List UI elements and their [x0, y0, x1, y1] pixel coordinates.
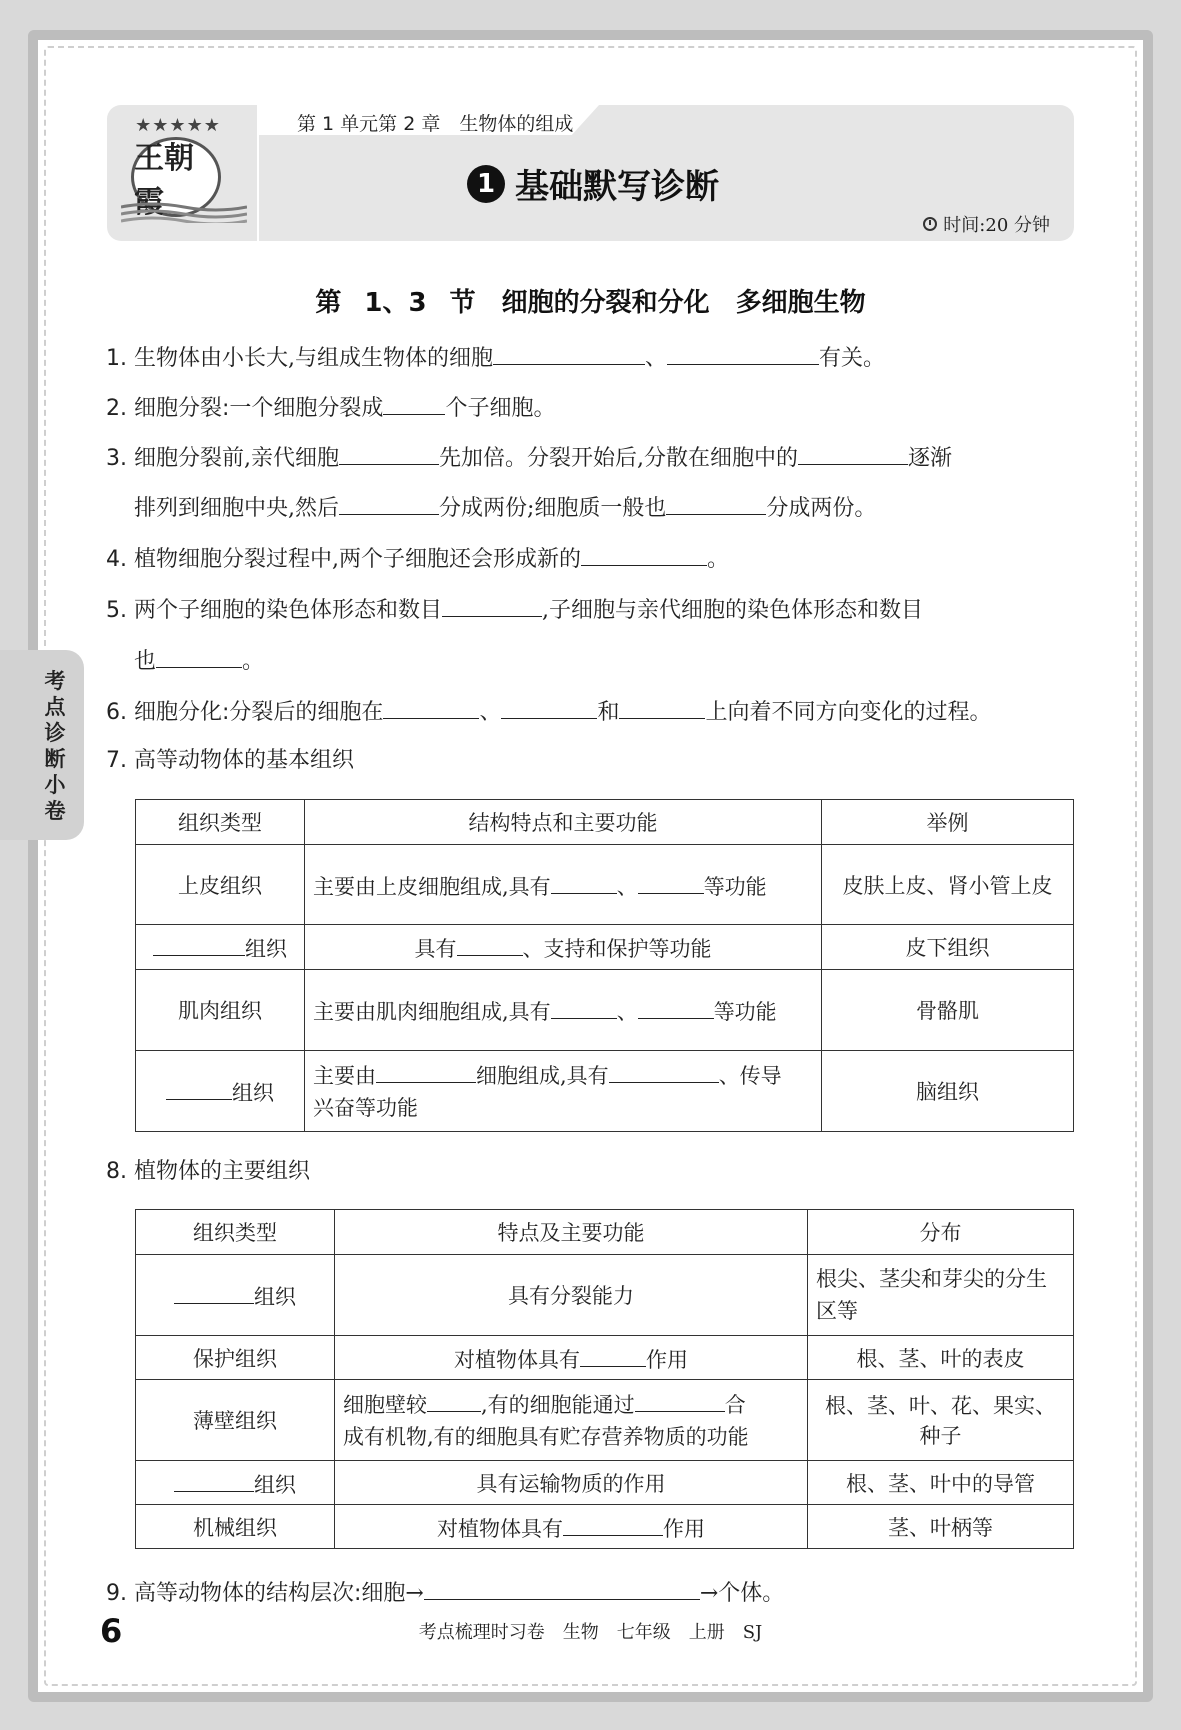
- answer-blank[interactable]: [339, 440, 439, 465]
- chapter-label: 第 1 单元第 2 章 生物体的组成: [297, 113, 574, 135]
- answer-blank[interactable]: [666, 490, 766, 515]
- question-3-line-2: 排列到细胞中央,然后 分成两份;细胞质一般也 分成两份。: [134, 490, 876, 524]
- answer-blank[interactable]: [174, 1279, 254, 1304]
- table-header-row: 组织类型 特点及主要功能 分布: [136, 1210, 1074, 1255]
- question-2: 2. 细胞分裂:一个细胞分裂成 个子细胞。: [106, 390, 555, 424]
- question-5: 5. 两个子细胞的染色体形态和数目 ,子细胞与亲代细胞的染色体形态和数目: [106, 592, 923, 626]
- answer-blank[interactable]: [383, 390, 445, 415]
- table-header-row: 组织类型 结构特点和主要功能 举例: [136, 800, 1074, 845]
- answer-blank[interactable]: [635, 1387, 725, 1412]
- answer-blank[interactable]: [174, 1467, 254, 1492]
- time-limit: [923, 211, 1050, 237]
- answer-blank[interactable]: [376, 1058, 476, 1083]
- table-row: 组织 主要由 细胞组成,具有 、传导 兴奋等功能 脑组织: [136, 1051, 1074, 1132]
- answer-blank[interactable]: [427, 1387, 481, 1412]
- answer-blank[interactable]: [501, 694, 597, 719]
- question-4: 4. 植物细胞分裂过程中,两个子细胞还会形成新的 。: [106, 541, 729, 575]
- table-row: 薄壁组织 细胞壁较 ,有的细胞能通过 合 成有机物,有的细胞具有贮存营养物质的功能 根、茎、叶、花、果实、种子: [136, 1380, 1074, 1461]
- answer-blank[interactable]: [638, 869, 704, 894]
- clock-icon: [923, 217, 937, 231]
- table-row: 肌肉组织 主要由肌肉细胞组成,具有 、 等功能 骨骼肌: [136, 970, 1074, 1051]
- answer-blank[interactable]: [424, 1575, 700, 1600]
- answer-blank[interactable]: [383, 694, 479, 719]
- question-3: 3. 细胞分裂前,亲代细胞 先加倍。分裂开始后,分散在细胞中的 逐渐: [106, 440, 952, 474]
- table-row: 组织 具有运输物质的作用 根、茎、叶中的导管: [136, 1461, 1074, 1505]
- answer-blank[interactable]: [493, 340, 645, 365]
- table-row: 保护组织 对植物体具有 作用 根、茎、叶的表皮: [136, 1336, 1074, 1380]
- question-8: 8. 植物体的主要组织: [106, 1159, 311, 1184]
- section-title: 第 1、3 节 细胞的分裂和分化 多细胞生物: [315, 288, 866, 318]
- answer-blank[interactable]: [551, 994, 617, 1019]
- answer-blank[interactable]: [563, 1511, 663, 1536]
- logo-seal: 王朝霞: [131, 137, 221, 217]
- answer-blank[interactable]: [166, 1075, 232, 1100]
- question-1: 1. 生物体由小长大,与组成生物体的细胞 、 有关。: [106, 340, 885, 374]
- answer-blank[interactable]: [153, 931, 245, 956]
- answer-blank[interactable]: [580, 1342, 646, 1367]
- star-icons: ★★★★★: [135, 115, 221, 136]
- answer-blank[interactable]: [551, 869, 617, 894]
- header-banner: [107, 105, 1074, 241]
- answer-blank[interactable]: [609, 1058, 719, 1083]
- table-row: 组织 具有 、支持和保护等功能 皮下组织: [136, 925, 1074, 970]
- time-label: 时间:20 分钟: [943, 215, 1050, 236]
- answer-blank[interactable]: [339, 490, 439, 515]
- question-6: 6. 细胞分化:分裂后的细胞在 、 和 上向着不同方向变化的过程。: [106, 694, 991, 728]
- table-row: 组织 具有分裂能力 根尖、茎尖和芽尖的分生 区等: [136, 1255, 1074, 1336]
- logo: [121, 115, 231, 225]
- table-row: 上皮组织 主要由上皮细胞组成,具有 、 等功能 皮肤上皮、肾小管上皮: [136, 845, 1074, 925]
- plant-tissue-table: [135, 1209, 1074, 1549]
- title-text: 基础默写诊断: [515, 167, 719, 207]
- side-tab-label: 考点诊断小卷: [44, 669, 66, 823]
- wave-icon: [121, 201, 247, 223]
- answer-blank[interactable]: [619, 694, 705, 719]
- answer-blank[interactable]: [638, 994, 714, 1019]
- answer-blank[interactable]: [798, 440, 908, 465]
- page-title: [467, 159, 719, 208]
- animal-tissue-table: [135, 799, 1074, 1132]
- footer-text: 考点梳理时习卷 生物 七年级 上册 SJ: [418, 1622, 763, 1643]
- question-7: 7. 高等动物体的基本组织: [106, 748, 355, 773]
- page-number: 6: [100, 1612, 123, 1650]
- answer-blank[interactable]: [581, 541, 707, 566]
- question-9: 9. 高等动物体的结构层次:细胞→ →个体。: [106, 1575, 784, 1609]
- title-number-badge: 1: [467, 165, 505, 203]
- answer-blank[interactable]: [156, 643, 242, 668]
- answer-blank[interactable]: [442, 592, 542, 617]
- table-row: 机械组织 对植物体具有 作用 茎、叶柄等: [136, 1505, 1074, 1549]
- answer-blank[interactable]: [457, 931, 523, 956]
- question-5-line-2: 也 。: [134, 643, 264, 677]
- answer-blank[interactable]: [667, 340, 819, 365]
